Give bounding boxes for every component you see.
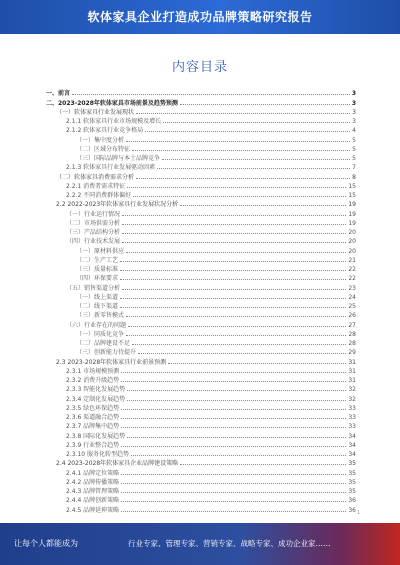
toc-leader-dots (132, 150, 350, 151)
toc-entry-page: 32 (348, 395, 356, 403)
toc-leader-dots (126, 252, 346, 253)
toc-entry[interactable] (46, 430, 356, 439)
toc-entry-page: 33 (348, 414, 356, 421)
toc-entry-title: 2.4.3 品牌管理策略 (66, 488, 120, 495)
toc-entry-page: 31 (348, 367, 356, 375)
toc-entry-page: 31 (348, 377, 356, 384)
toc-entry-page: 34 (348, 432, 356, 440)
toc-leader-dots (168, 363, 346, 364)
toc-leader-dots (132, 344, 346, 345)
toc-entry[interactable] (46, 495, 356, 504)
toc-leader-dots (133, 196, 346, 197)
toc-entry-page: 20 (348, 238, 356, 246)
toc-entry-page: 29 (348, 349, 356, 357)
toc-entry-page: 3 (351, 99, 356, 107)
toc-entry[interactable] (46, 375, 356, 384)
toc-entry-page: 33 (348, 423, 356, 431)
toc-entry[interactable] (46, 310, 356, 319)
toc-leader-dots (121, 483, 346, 484)
toc-entry[interactable] (46, 153, 356, 162)
toc-entry-title: （三）质量标准 (76, 266, 119, 273)
toc-entry[interactable] (46, 403, 356, 412)
toc-leader-dots (120, 261, 346, 262)
toc-entry[interactable] (46, 264, 356, 273)
toc-entry-title: 2.3.2 消费升级趋势 (66, 377, 120, 384)
toc-entry-page: 22 (348, 275, 356, 283)
report-title: 软体家具企业打造成功品牌策略研究报告 (87, 10, 313, 24)
toc-leader-dots (122, 224, 346, 225)
footer-slogan: 让每个人都能成为 (14, 539, 78, 548)
toc-entry-title: （二）区域分布特征 (76, 145, 131, 153)
toc-leader-dots (127, 390, 346, 391)
toc-entry[interactable] (46, 421, 356, 430)
toc-entry-page: 35 (348, 488, 356, 495)
toc-entry[interactable] (46, 134, 356, 143)
toc-entry-page: 23 (348, 284, 356, 292)
toc-entry-title: （三）国际品牌与本土品牌竞争 (76, 155, 161, 162)
toc-leader-dots (136, 113, 350, 114)
toc-entry-title: 2.1.2 软体家具行业竞争格局 (66, 127, 144, 135)
toc-entry-page: 27 (348, 321, 356, 329)
toc-leader-dots (121, 418, 346, 419)
toc-entry-title: （二）生产工艺 (76, 256, 119, 264)
toc-entry-title: 2.3.8 国际化发展趋势 (66, 432, 126, 440)
toc-leader-dots (121, 492, 346, 493)
toc-entry-title: 2.3.10 服务化转型趋势 (66, 451, 129, 458)
toc-entry-page: 21 (348, 256, 356, 264)
toc-entry-page: 5 (352, 145, 356, 153)
header-bar (0, 0, 400, 34)
toc-entry-title: （二）市场供需分析 (66, 219, 121, 227)
toc-entry[interactable] (46, 477, 356, 486)
toc-entry[interactable] (46, 412, 356, 421)
toc-entry-title: 一、前言 (46, 90, 71, 98)
toc-entry-page: 19 (348, 210, 356, 218)
toc-entry[interactable] (46, 125, 356, 134)
toc-entry-title: 2.1.3 软体家具行业发展驱动因素 (66, 164, 156, 172)
toc-leader-dots (121, 501, 346, 502)
toc-entry-title: 2.3.4 定制化发展趋势 (66, 395, 126, 403)
toc-entry-title: 2.2.2 不同消费群体偏好 (66, 192, 132, 199)
toc-leader-dots (120, 279, 346, 280)
toc-entry[interactable] (46, 236, 356, 245)
toc-entry[interactable] (46, 301, 356, 310)
toc-entry-page: 26 (348, 312, 356, 320)
toc-leader-dots (131, 455, 346, 456)
toc-entry-page: 7 (352, 164, 356, 172)
toc-leader-dots (126, 335, 346, 336)
toc-entry-page: 33 (348, 404, 356, 412)
toc-leader-dots (128, 326, 346, 327)
toc-entry[interactable] (46, 162, 356, 171)
toc-leader-dots (120, 298, 346, 299)
toc-entry-title: （二）线下渠道 (76, 303, 119, 310)
toc-entry-title: 2.4 2023-2028年软体家具企业品牌建设策略 (56, 460, 179, 468)
toc-entry-title: （一）软体家具行业发展现状 (56, 108, 135, 116)
toc-entry-page: 22 (348, 266, 356, 273)
toc-entry[interactable] (46, 245, 356, 254)
toc-entry[interactable] (46, 338, 356, 347)
toc-entry-title: 2.2.1 消费者需求特征 (66, 182, 126, 190)
toc-entry[interactable] (46, 356, 356, 365)
toc-leader-dots (72, 94, 350, 95)
toc-leader-dots (126, 141, 350, 142)
toc-entry-title: （一）集中度分析 (76, 136, 125, 144)
toc-leader-dots (180, 464, 346, 465)
toc-entry-page: 36 (348, 497, 356, 505)
toc-entry-page: 20 (348, 247, 356, 255)
page-number: 1 (356, 510, 360, 516)
toc-entry-page: 28 (348, 340, 356, 347)
toc-leader-dots (162, 159, 350, 160)
toc-entry-title: 2.3.9 行业整合趋势 (66, 441, 120, 449)
toc-entry[interactable] (46, 255, 356, 264)
toc-entry-title: （四）行业技术发展 (66, 238, 121, 246)
toc-leader-dots (122, 242, 346, 243)
toc-entry-page: 19 (348, 219, 356, 227)
toc-entry[interactable] (46, 273, 356, 282)
toc-entry-title: （一）同质化竞争 (76, 330, 125, 338)
toc-entry[interactable] (46, 171, 356, 180)
toc-leader-dots (122, 289, 346, 290)
toc-entry[interactable] (46, 218, 356, 227)
toc-entry[interactable] (46, 384, 356, 393)
toc-leader-dots (138, 353, 346, 354)
toc-entry-page: 3 (352, 108, 356, 116)
toc-entry-page: 35 (348, 478, 356, 486)
footer-services: 行业专家、管理专家、营销专家、战略专家、成功企业家…… (128, 539, 331, 548)
toc-leader-dots (180, 205, 346, 206)
toc-entry-title: （一）行业运行情况 (66, 210, 121, 218)
toc-leader-dots (126, 316, 346, 317)
toc-entry[interactable] (46, 107, 356, 116)
toc-entry[interactable] (46, 181, 356, 190)
toc-leader-dots (120, 270, 346, 271)
toc-entry[interactable] (46, 88, 356, 97)
toc-entry[interactable] (46, 144, 356, 153)
toc-entry[interactable] (46, 449, 356, 458)
toc-entry-title: 2.4.2 品牌传播策略 (66, 478, 120, 486)
toc-entry[interactable] (46, 393, 356, 402)
toc-entry-page: 34 (348, 441, 356, 449)
toc-entry[interactable] (46, 366, 356, 375)
toc-entry-title: 二、2023-2028年软体家具市场前景及趋势预测 (46, 99, 178, 107)
toc-entry-title: （三）创新能力待提升 (76, 349, 137, 357)
toc-entry-page: 19 (348, 201, 356, 209)
toc-entry-title: （五）销售渠道分析 (66, 284, 121, 292)
toc-entry-page: 31 (348, 358, 356, 366)
toc-leader-dots (180, 104, 350, 105)
toc-entry-title: 2.4.5 品牌延伸策略 (66, 506, 120, 514)
toc-leader-dots (122, 233, 346, 234)
toc-entry-title: 2.4.1 品牌定位策略 (66, 469, 120, 477)
toc-leader-dots (127, 400, 346, 401)
toc-entry-title: 2.1.1 软体家具行业市场规模及增长 (66, 118, 162, 125)
toc-entry-page: 25 (348, 303, 356, 310)
toc-entry-title: 2.3.6 渠道融合趋势 (66, 414, 120, 421)
toc-leader-dots (145, 131, 350, 132)
toc-entry-page: 32 (348, 386, 356, 394)
toc-leader-dots (120, 307, 346, 308)
toc-entry-page: 8 (352, 173, 356, 181)
toc-entry-page: 35 (348, 460, 356, 468)
toc-leader-dots (121, 511, 346, 512)
toc-entry-title: （四）环保要求 (76, 275, 119, 283)
toc-entry-title: 2.3.3 智能化发展趋势 (66, 386, 126, 394)
toc-entry-page: 15 (348, 192, 356, 199)
toc-leader-dots (127, 437, 346, 438)
toc-entry-page: 4 (352, 127, 356, 135)
toc-entry-title: 2.4.4 品牌创新策略 (66, 497, 120, 505)
toc-leader-dots (121, 446, 346, 447)
toc-entry[interactable] (46, 504, 356, 513)
toc-entry-page: 20 (348, 229, 356, 236)
toc-entry[interactable] (46, 227, 356, 236)
toc-entry-title: 2.3.5 绿色环保趋势 (66, 404, 120, 412)
toc-entry[interactable] (46, 347, 356, 356)
table-of-contents (46, 88, 356, 514)
toc-leader-dots (163, 122, 350, 123)
toc-entry-title: 2.2 2022-2023年软体家具行业发展状况分析 (56, 201, 179, 209)
toc-entry-page: 24 (348, 293, 356, 301)
toc-leader-dots (122, 215, 346, 216)
toc-entry[interactable] (46, 97, 356, 106)
toc-leader-dots (136, 178, 350, 179)
toc-entry-page: 3 (352, 118, 356, 125)
toc-entry[interactable] (46, 440, 356, 449)
toc-entry[interactable] (46, 282, 356, 291)
toc-entry-title: （三）新零售模式 (76, 312, 125, 320)
toc-leader-dots (121, 409, 346, 410)
toc-leader-dots (121, 381, 346, 382)
toc-entry-page: 35 (348, 469, 356, 477)
toc-entry-title: 2.3 2023-2028年软体家具行业前景预测 (56, 358, 167, 366)
toc-entry-page: 5 (352, 155, 356, 162)
toc-leader-dots (121, 474, 346, 475)
toc-entry[interactable] (46, 486, 356, 495)
toc-entry-title: （二）品牌建设不足 (76, 340, 131, 347)
toc-entry-page: 15 (348, 182, 356, 190)
toc-leader-dots (157, 168, 350, 169)
toc-entry[interactable] (46, 199, 356, 208)
toc-entry-page: 34 (348, 451, 356, 458)
toc-entry[interactable] (46, 292, 356, 301)
toc-entry-title: （一）线上渠道 (76, 293, 119, 301)
toc-entry[interactable] (46, 458, 356, 467)
footer-bar (0, 523, 400, 565)
toc-leader-dots (121, 427, 346, 428)
toc-entry-page: 5 (352, 136, 356, 144)
toc-entry-page: 36 (348, 506, 356, 514)
toc-entry[interactable] (46, 208, 356, 217)
toc-leader-dots (127, 187, 346, 188)
toc-entry-title: （二）软体家具消费需求分析 (56, 173, 135, 181)
toc-entry-title: （六）行业存在的问题 (66, 321, 127, 329)
toc-leader-dots (121, 372, 346, 373)
toc-entry[interactable] (46, 329, 356, 338)
toc-entry[interactable] (46, 190, 356, 199)
toc-entry-page: 3 (351, 90, 356, 98)
toc-entry-title: 2.3.7 品牌集中趋势 (66, 423, 120, 431)
toc-heading: 内容目录 (171, 60, 228, 75)
toc-entry-title: （一）原材料供应 (76, 247, 125, 255)
toc-entry-title: （三）产品结构分析 (66, 229, 121, 236)
toc-entry-title: 2.3.1 市场规模预测 (66, 367, 120, 375)
toc-entry[interactable] (46, 467, 356, 476)
toc-entry[interactable] (46, 319, 356, 328)
toc-entry[interactable] (46, 116, 356, 125)
toc-entry-page: 28 (348, 330, 356, 338)
